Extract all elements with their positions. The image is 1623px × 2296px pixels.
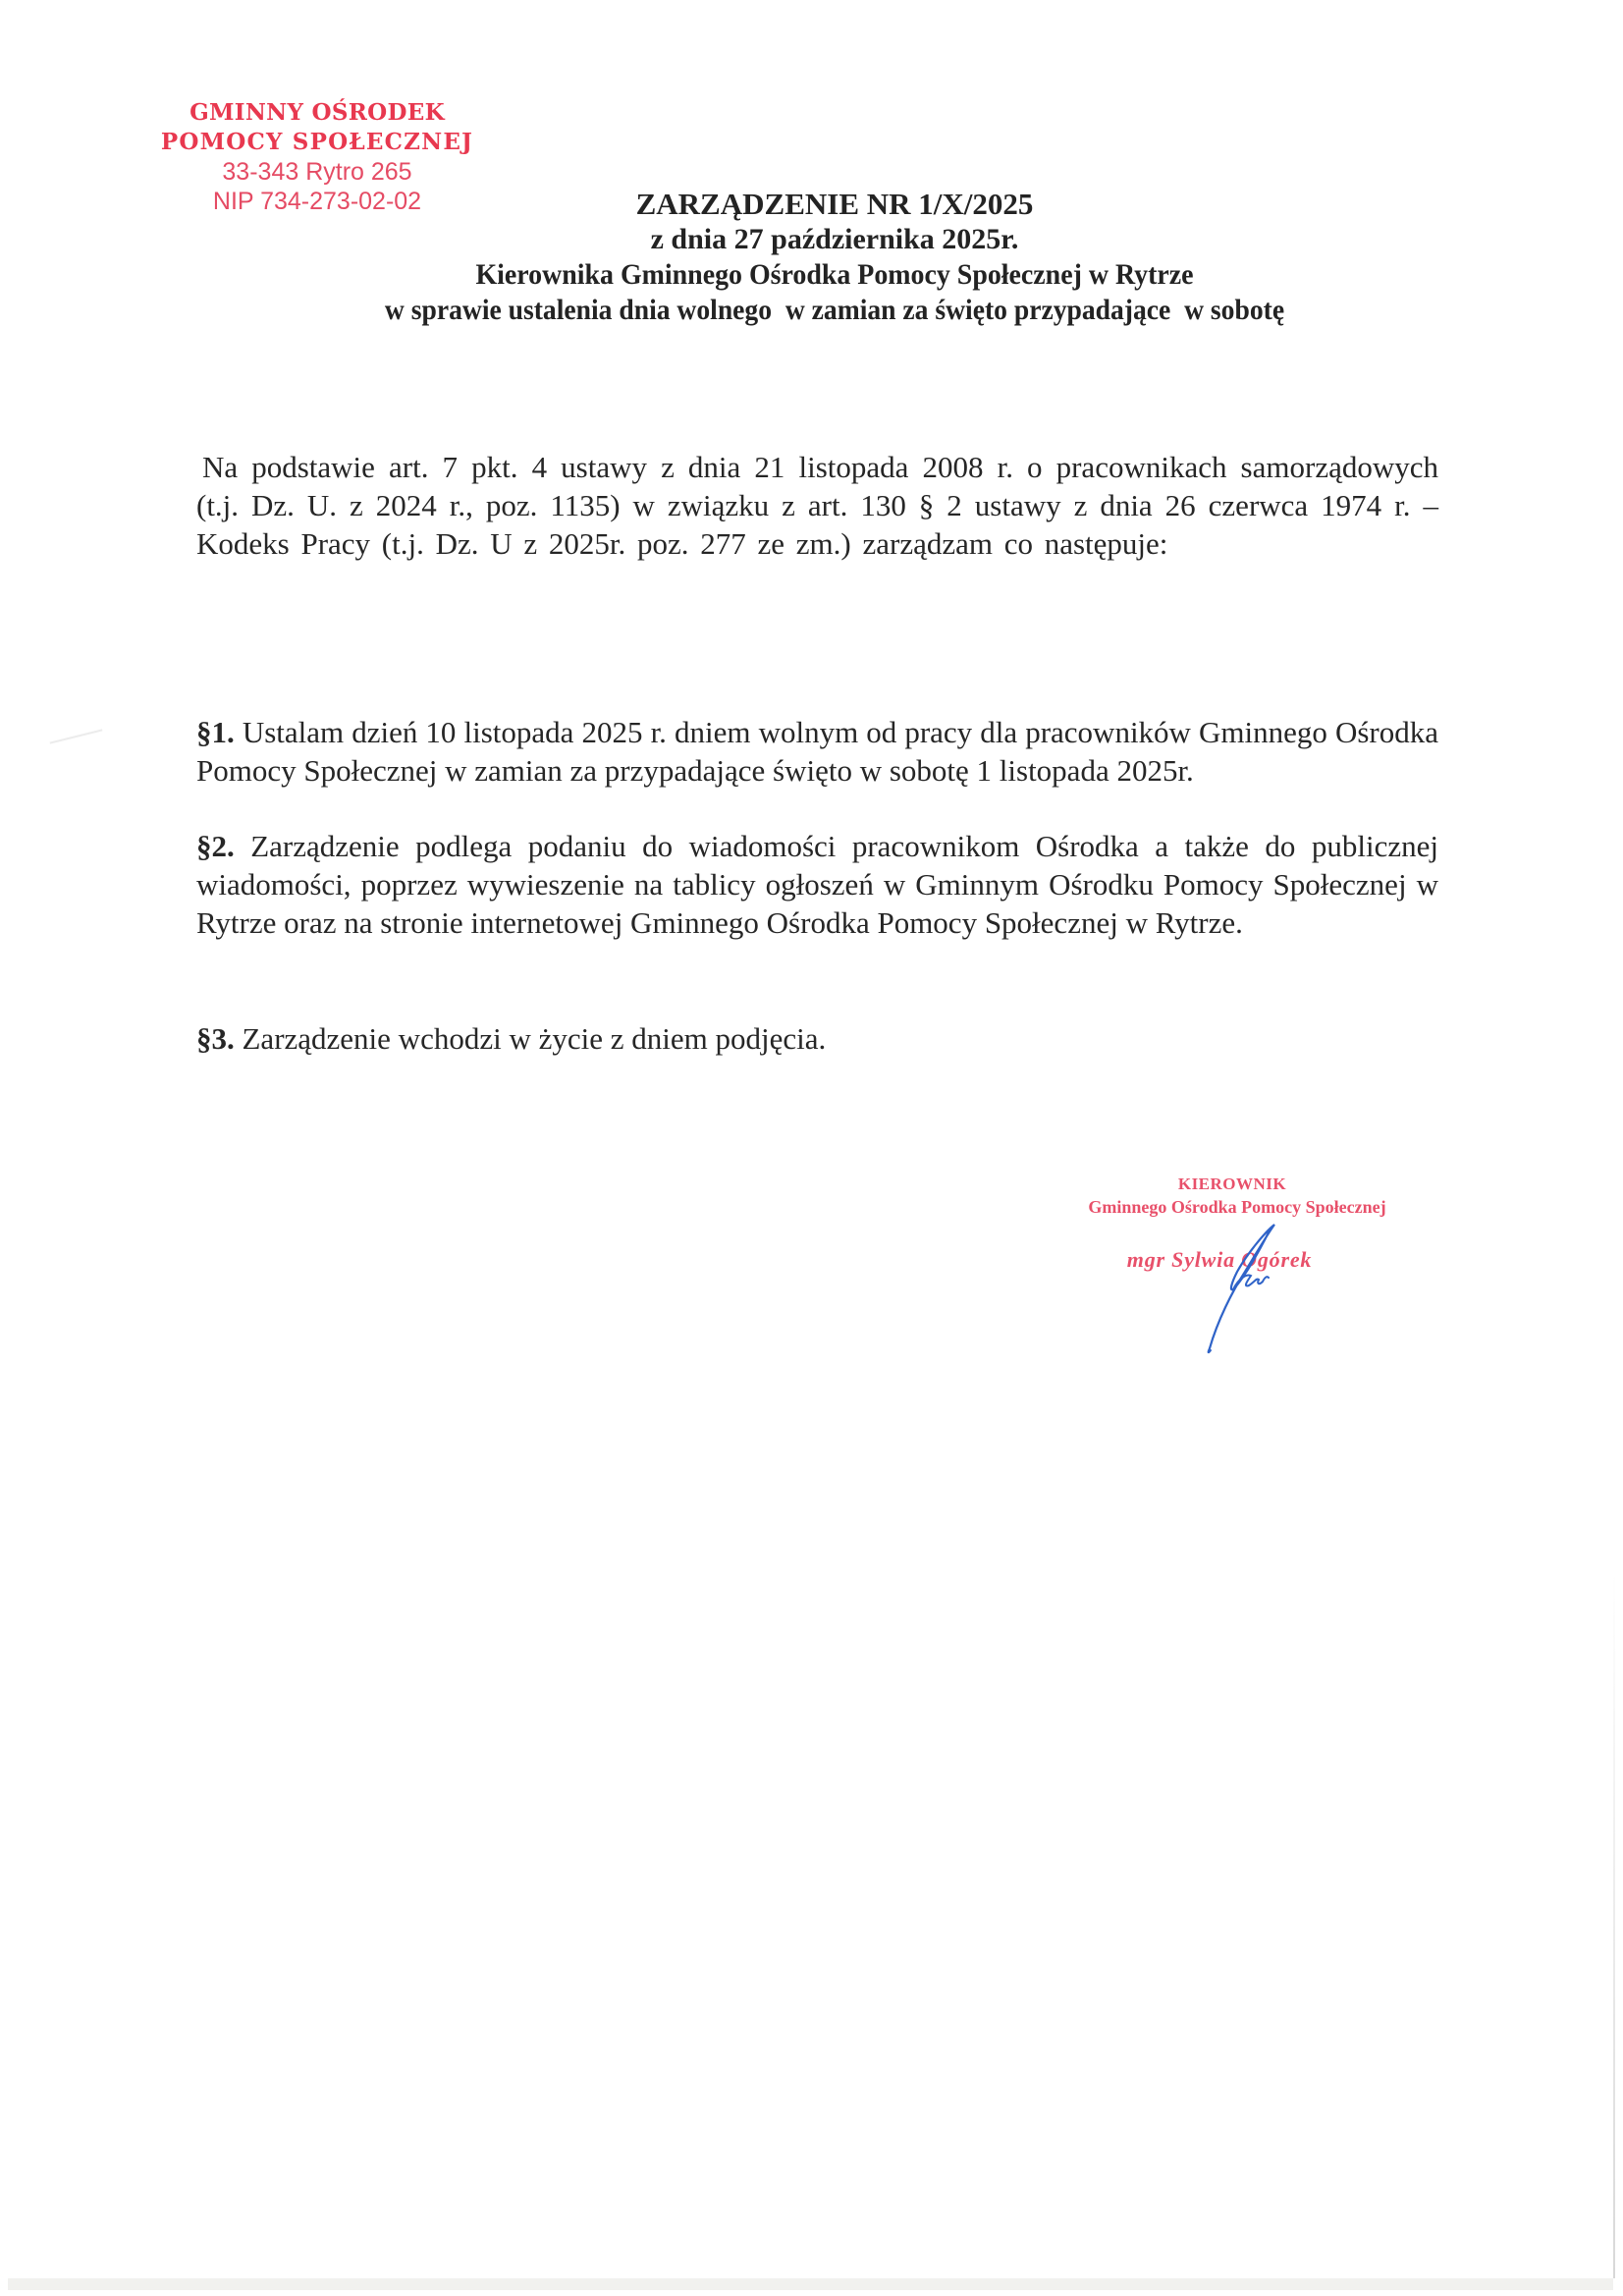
- signature-stroke-tail: [1209, 1348, 1211, 1352]
- section-1: [196, 713, 1438, 790]
- section-1-number: §1.: [196, 715, 235, 749]
- section-3-text: Zarządzenie wchodzi w życie z dniem podjęcia.: [234, 1021, 827, 1056]
- document-issuer: Kierownika Gminnego Ośrodka Pomocy Społecznej w Rytrze: [475, 258, 1194, 291]
- scan-edge-bottom: [8, 2278, 1613, 2290]
- scan-edge-right: [1613, 1571, 1615, 2278]
- section-2-text: Zarządzenie podlega podaniu do wiadomości pracownikom Ośrodka a także do publicznej wiadomości, poprzez wywieszenie na tablicy ogłoszeń w Gminnym Ośrodku Pomocy Społecznej w Rytrze oraz na stronie internetowej Gminnego Ośrodka Pomocy Społecznej w Rytrze.: [196, 829, 1438, 940]
- section-3: [196, 1019, 1438, 1058]
- handwritten-signature: [1149, 1203, 1286, 1360]
- signature-name: mgr Sylwia Ogórek: [1126, 1247, 1313, 1272]
- document-subject: w sprawie ustalenia dnia wolnego w zamian za święto przypadające w sobotę: [384, 294, 1285, 326]
- section-2-number: §2.: [196, 829, 235, 863]
- margin-mark: [50, 729, 103, 743]
- stamp-line-2: POMOCY SPOŁECZNEJ: [160, 129, 474, 155]
- stamp-line-1: GMINNY OŚRODEK: [189, 99, 445, 126]
- document-title: ZARZĄDZENIE NR 1/X/2025: [635, 187, 1034, 221]
- section-1-text: Ustalam dzień 10 listopada 2025 r. dniem wolnym od pracy dla pracowników Gminnego Ośrodka Pomocy Społecznej w zamian za przypadające święto w sobotę 1 listopada 2025r.: [196, 715, 1438, 788]
- signature-stroke-main: [1210, 1225, 1274, 1348]
- signature-stroke-loop: [1233, 1276, 1269, 1289]
- legal-basis-paragraph: Na podstawie art. 7 pkt. 4 ustawy z dnia 21 listopada 2008 r. o pracownikach samorządowych (t.j. Dz. U. z 2024 r., poz. 1135) w związku z art. 130 § 2 ustawy z dnia 26 czerwca 1974 r. – Kodeks Pracy (t.j. Dz. U z 2025r. poz. 277 ze zm.) zarządzam co następuje:: [196, 450, 1438, 561]
- section-3-number: §3.: [196, 1021, 235, 1056]
- stamp-nip: NIP 734-273-02-02: [212, 188, 422, 215]
- signature-role: KIEROWNIK: [1177, 1175, 1287, 1193]
- document-date: z dnia 27 października 2025r.: [650, 223, 1019, 255]
- stamp-address: 33-343 Rytro 265: [222, 158, 412, 186]
- document-header: [196, 187, 1473, 328]
- section-2: [196, 827, 1438, 942]
- signature-institution: Gminnego Ośrodka Pomocy Społecznej: [1088, 1197, 1386, 1217]
